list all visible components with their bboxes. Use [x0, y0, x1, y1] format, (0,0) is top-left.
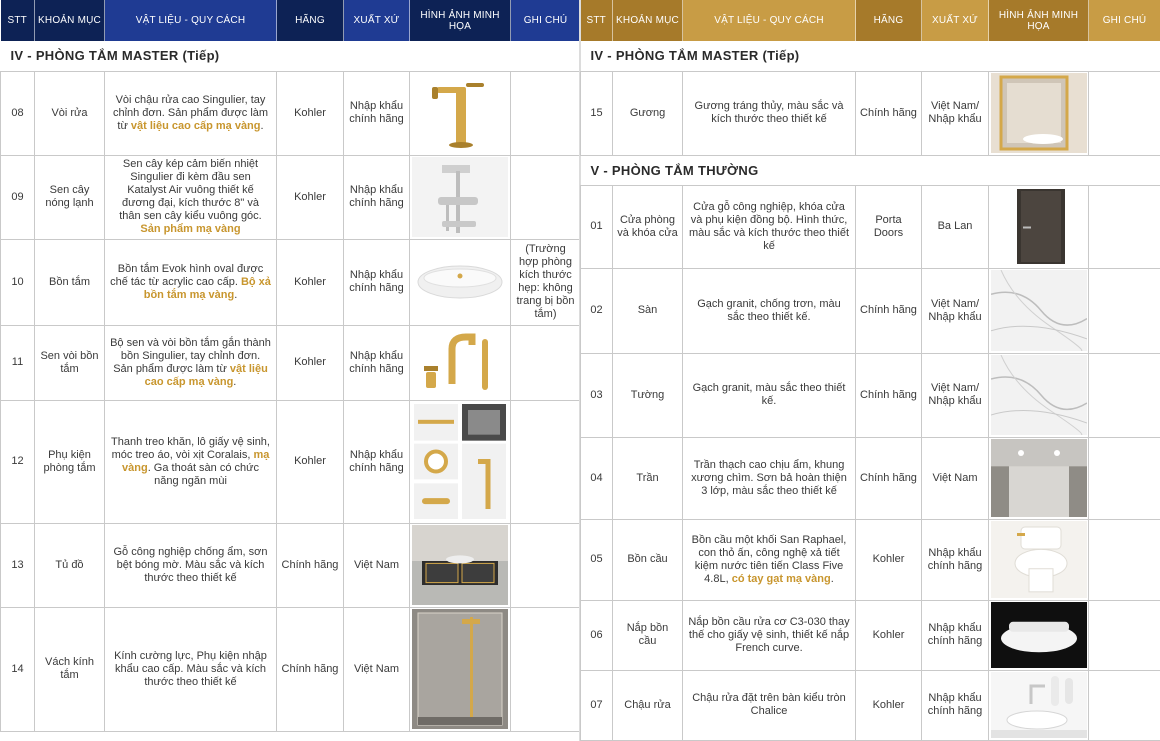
left-header-row	[1, 0, 581, 41]
right-spec-table	[580, 0, 1160, 741]
brand-cell: Chính hãng	[856, 71, 922, 155]
section-iv-heading-row	[581, 41, 1160, 71]
illustration-cell	[989, 437, 1089, 519]
brand-cell: Kohler	[277, 239, 344, 325]
description-text: Sen cây kép cảm biến nhiệt Singulier đi kèm đầu sen Katalyst Air vuông thiết kế đương đại, kích thước 8" và thân sen cây kiểu vuông góc.	[119, 158, 262, 222]
illustration-cell	[410, 400, 511, 523]
right-spec-table-panel	[580, 0, 1160, 741]
illustration-cell	[989, 71, 1089, 155]
stt-cell: 01	[581, 185, 613, 268]
description-text: Vòi chậu rửa cao Singulier, tay chỉnh đơn. Sản phẩm được làm từ	[112, 93, 269, 132]
description-text: Gương tráng thủy, màu sắc và kích thước theo thiết kế	[694, 100, 844, 125]
brand-cell: Chính hãng	[277, 607, 344, 731]
description-cell	[105, 155, 277, 239]
note-cell	[511, 155, 581, 239]
illustration-cell	[410, 155, 511, 239]
origin-cell: Nhập khẩu chính hãng	[344, 325, 410, 400]
gold-faucet-image	[412, 73, 508, 153]
illustration-cell	[989, 670, 1089, 740]
origin-cell: Nhập khẩu chính hãng	[344, 71, 410, 155]
description-end-text: .	[233, 375, 237, 388]
description-text: Trần thạch cao chịu ẩm, khung xương chìm. Sơn bả hoàn thiện 3 lớp, màu sắc theo thiết kế	[691, 458, 847, 497]
description-text: Gạch granit, chống trơn, màu sắc theo thiết kế.	[697, 297, 841, 323]
table-row	[1, 523, 581, 607]
description-cell	[105, 325, 277, 400]
gold-highlight-text: Sản phẩm mạ vàng	[140, 223, 241, 235]
table-row	[581, 519, 1160, 600]
illustration-cell	[989, 519, 1089, 600]
note-cell	[511, 325, 581, 400]
left-spec-table	[0, 0, 580, 732]
header-ghi-chu: GHI CHÚ	[1089, 0, 1160, 41]
description-text: Gạch granit, màu sắc theo thiết kế.	[692, 382, 846, 407]
table-row	[581, 600, 1160, 670]
illustration-cell	[989, 268, 1089, 353]
origin-cell: Việt Nam	[344, 523, 410, 607]
item-name-cell: Sen cây nóng lạnh	[35, 155, 105, 239]
toilet-image	[991, 521, 1087, 598]
description-cell	[105, 400, 277, 523]
origin-cell: Nhập khẩu chính hãng	[922, 519, 989, 600]
origin-cell: Việt Nam	[344, 607, 410, 731]
illustration-cell	[989, 185, 1089, 268]
header-hinh-anh: HÌNH ẢNH MINH HỌA	[410, 0, 511, 41]
item-name-cell: Sàn	[613, 268, 683, 353]
brand-cell: Kohler	[277, 71, 344, 155]
description-cell	[683, 519, 856, 600]
header-xuat-xu: XUẤT XỨ	[344, 0, 410, 41]
table-row	[581, 185, 1160, 268]
brand-cell: Chính hãng	[856, 268, 922, 353]
illustration-cell	[410, 71, 511, 155]
gold-highlight-text: vật liệu cao cấp mạ vàng	[130, 119, 261, 132]
table-row	[1, 239, 581, 325]
description-end-text: . Ga thoát sàn có chức năng ngăn mùi	[147, 461, 259, 487]
header-vat-lieu: VẬT LIỆU - QUY CÁCH	[683, 0, 856, 41]
item-name-cell: Gương	[613, 71, 683, 155]
bath-accessories-image	[412, 402, 508, 521]
origin-cell: Nhập khẩu chính hãng	[344, 239, 410, 325]
illustration-cell	[410, 607, 511, 731]
description-cell	[105, 71, 277, 155]
description-cell	[683, 437, 856, 519]
note-cell	[1089, 71, 1160, 155]
table-row	[581, 71, 1160, 155]
item-name-cell: Sen vòi bồn tắm	[35, 325, 105, 400]
note-cell	[1089, 353, 1160, 437]
illustration-cell	[410, 523, 511, 607]
description-cell	[683, 353, 856, 437]
brand-cell: Kohler	[856, 670, 922, 740]
note-cell	[1089, 519, 1160, 600]
table-row	[1, 71, 581, 155]
stt-cell: 07	[581, 670, 613, 740]
description-text: Bồn cầu một khối San Raphael, con thỏ ấn, công nghệ xả tiết kiệm nước tiên tiến Class Five 4.8L,	[691, 533, 847, 585]
origin-cell: Việt Nam	[922, 437, 989, 519]
note-cell: (Trường hợp phòng kích thước hẹp: không trang bị bồn tắm)	[511, 239, 581, 325]
origin-cell: Nhập khẩu chính hãng	[922, 600, 989, 670]
description-end-text: .	[234, 288, 238, 301]
note-cell	[1089, 268, 1160, 353]
illustration-cell	[410, 325, 511, 400]
table-row	[581, 353, 1160, 437]
brand-cell: Kohler	[856, 600, 922, 670]
item-name-cell: Chậu rửa	[613, 670, 683, 740]
description-cell	[683, 268, 856, 353]
illustration-cell	[989, 353, 1089, 437]
description-text: Bộ sen và vòi bồn tắm gắn thành bồn Singulier, tay chỉnh đơn. Sản phẩm được làm từ	[110, 336, 271, 375]
header-hang: HÃNG	[856, 0, 922, 41]
description-cell	[105, 607, 277, 731]
gold-highlight-text: Bộ xả bồn tắm mạ vàng	[143, 275, 271, 301]
header-ghi-chu: GHI CHÚ	[511, 0, 581, 41]
marble-wall-image	[991, 355, 1087, 435]
shower-column-image	[412, 157, 508, 237]
header-khoan-muc: KHOẢN MỤC	[613, 0, 683, 41]
stt-cell: 13	[1, 523, 35, 607]
header-hinh-anh: HÌNH ẢNH MINH HỌA	[989, 0, 1089, 41]
stt-cell: 10	[1, 239, 35, 325]
origin-cell: Ba Lan	[922, 185, 989, 268]
right-header-row	[581, 0, 1160, 41]
section-iv-title: IV - PHÒNG TẮM MASTER (Tiếp)	[590, 48, 800, 64]
table-row	[581, 437, 1160, 519]
gold-highlight-text: có tay gạt mạ vàng	[731, 572, 831, 585]
origin-cell: Nhập khẩu chính hãng	[922, 670, 989, 740]
item-name-cell: Nắp bồn cầu	[613, 600, 683, 670]
item-name-cell: Trần	[613, 437, 683, 519]
vanity-cabinet-image	[412, 525, 508, 605]
gold-highlight-text: vật liệu cao cấp mạ vàng	[144, 362, 268, 388]
tub-faucet-set-image	[412, 327, 508, 398]
item-name-cell: Tủ đồ	[35, 523, 105, 607]
header-stt: STT	[1, 0, 35, 41]
stt-cell: 15	[581, 71, 613, 155]
description-text: Thanh treo khăn, lô giấy vệ sinh, móc treo áo, vòi xịt Coralais,	[111, 435, 270, 461]
description-text: Nắp bồn cầu rửa cơ C3-030 thay thế cho giấy vệ sinh, thiết kế nắp French curve.	[688, 615, 850, 654]
origin-cell: Nhập khẩu chính hãng	[344, 155, 410, 239]
origin-cell: Việt Nam/ Nhập khẩu	[922, 268, 989, 353]
table-row	[581, 268, 1160, 353]
section-iv-heading-row	[1, 41, 581, 71]
note-cell	[1089, 437, 1160, 519]
item-name-cell: Cửa phòng và khóa cửa	[613, 185, 683, 268]
note-cell	[1089, 185, 1160, 268]
item-name-cell: Vòi rửa	[35, 71, 105, 155]
stt-cell: 09	[1, 155, 35, 239]
description-cell	[683, 185, 856, 268]
table-row	[1, 155, 581, 239]
note-cell	[511, 607, 581, 731]
brand-cell: Chính hãng	[856, 353, 922, 437]
vessel-sink-image	[991, 672, 1087, 738]
header-xuat-xu: XUẤT XỨ	[922, 0, 989, 41]
table-row	[581, 670, 1160, 740]
header-hang: HÃNG	[277, 0, 344, 41]
stt-cell: 06	[581, 600, 613, 670]
note-cell	[511, 523, 581, 607]
brand-cell: Kohler	[277, 155, 344, 239]
gold-highlight-text: mạ vàng	[122, 448, 270, 474]
stt-cell: 11	[1, 325, 35, 400]
description-text: Gỗ công nghiệp chống ẩm, sơn bệt bóng mờ. Màu sắc và kích thước theo thiết kế	[113, 545, 268, 584]
glass-shower-image	[412, 609, 508, 729]
note-cell	[1089, 670, 1160, 740]
header-khoan-muc: KHOẢN MỤC	[35, 0, 105, 41]
stt-cell: 03	[581, 353, 613, 437]
illustration-cell	[989, 600, 1089, 670]
table-row	[1, 400, 581, 523]
description-end-text: .	[830, 572, 834, 585]
brand-cell: Chính hãng	[856, 437, 922, 519]
origin-cell: Việt Nam/ Nhập khẩu	[922, 353, 989, 437]
stt-cell: 08	[1, 71, 35, 155]
marble-floor-image	[991, 270, 1087, 351]
note-cell	[511, 71, 581, 155]
description-text: Cửa gỗ công nghiệp, khóa cửa và phụ kiện đồng bộ. Hình thức, màu sắc và kích thước theo thiết kế	[688, 200, 850, 252]
mirror-image	[991, 73, 1087, 153]
header-vat-lieu: VẬT LIỆU - QUY CÁCH	[105, 0, 277, 41]
section-iv-title: IV - PHÒNG TẮM MASTER (Tiếp)	[10, 48, 220, 64]
brand-cell: Porta Doors	[856, 185, 922, 268]
stt-cell: 02	[581, 268, 613, 353]
table-row	[1, 607, 581, 731]
description-text: Kính cường lực, Phụ kiện nhập khẩu cao cấp. Màu sắc và kích thước theo thiết kế	[114, 649, 267, 688]
brand-cell: Kohler	[856, 519, 922, 600]
item-name-cell: Phụ kiện phòng tắm	[35, 400, 105, 523]
wood-door-image	[991, 187, 1087, 266]
stt-cell: 04	[581, 437, 613, 519]
illustration-cell	[410, 239, 511, 325]
section-v-title: V - PHÒNG TẮM THƯỜNG	[590, 162, 759, 178]
header-stt: STT	[581, 0, 613, 41]
ceiling-image	[991, 439, 1087, 517]
description-cell	[683, 71, 856, 155]
description-cell	[105, 523, 277, 607]
item-name-cell: Bồn cầu	[613, 519, 683, 600]
description-text: Bồn tắm Evok hình oval được chế tác từ acrylic cao cấp.	[110, 262, 264, 288]
toilet-seat-image	[991, 602, 1087, 668]
brand-cell: Kohler	[277, 325, 344, 400]
bathtub-image	[412, 241, 508, 323]
description-cell	[105, 239, 277, 325]
stt-cell: 14	[1, 607, 35, 731]
stt-cell: 05	[581, 519, 613, 600]
description-cell	[683, 600, 856, 670]
item-name-cell: Tường	[613, 353, 683, 437]
item-name-cell: Bồn tắm	[35, 239, 105, 325]
origin-cell: Việt Nam/ Nhập khẩu	[922, 71, 989, 155]
item-name-cell: Vách kính tắm	[35, 607, 105, 731]
table-row	[1, 325, 581, 400]
note-cell	[511, 400, 581, 523]
note-cell	[1089, 600, 1160, 670]
description-cell	[683, 670, 856, 740]
description-end-text: .	[260, 119, 264, 132]
brand-cell: Kohler	[277, 400, 344, 523]
section-v-heading-row	[581, 155, 1160, 185]
brand-cell: Chính hãng	[277, 523, 344, 607]
origin-cell: Nhập khẩu chính hãng	[344, 400, 410, 523]
stt-cell: 12	[1, 400, 35, 523]
description-text: Chậu rửa đặt trên bàn kiểu tròn Chalice	[692, 692, 846, 717]
